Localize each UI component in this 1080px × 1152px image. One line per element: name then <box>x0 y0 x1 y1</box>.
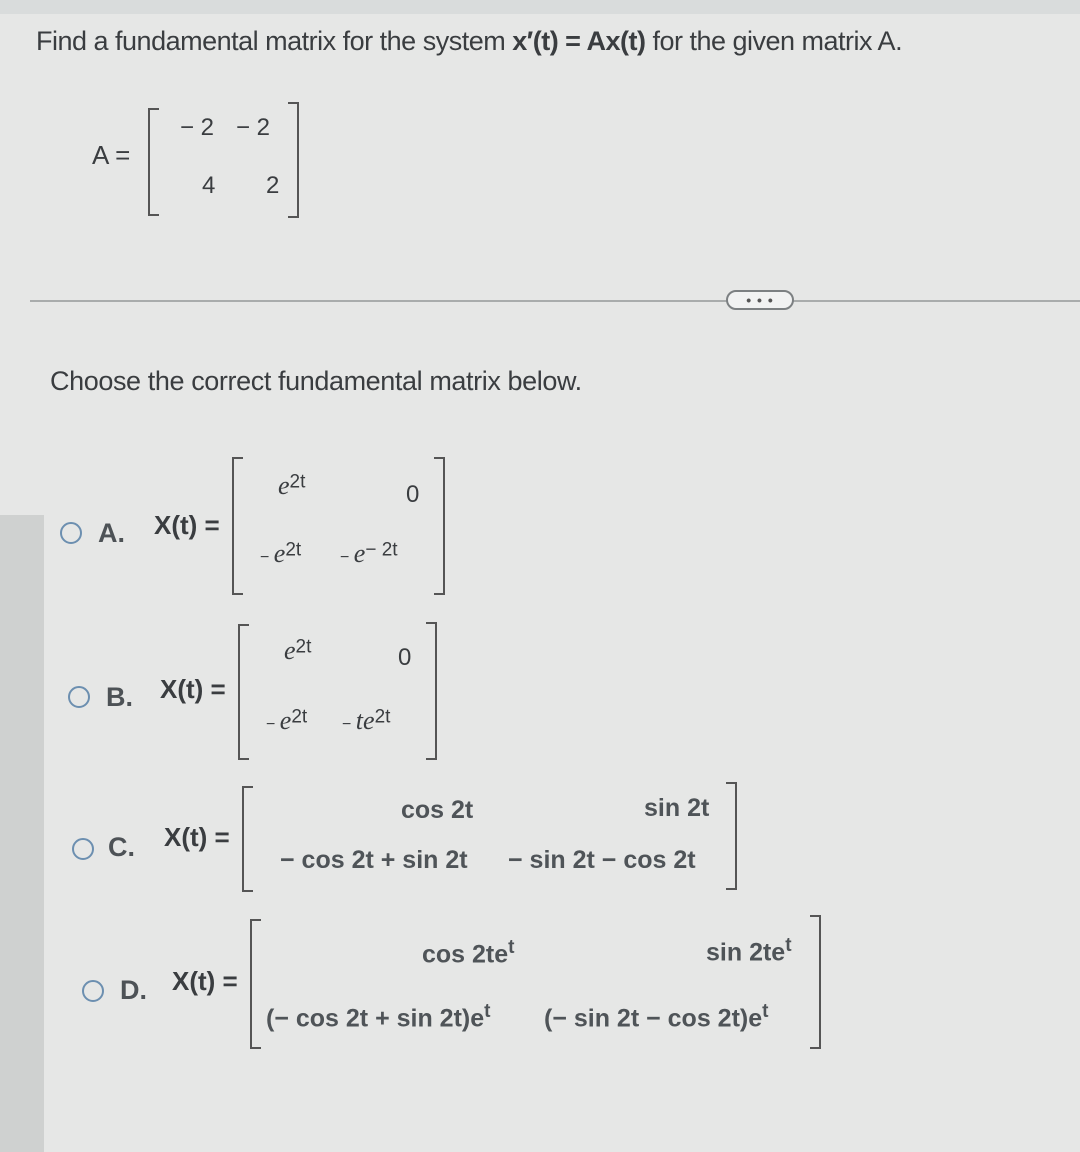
matrix-a <box>92 100 322 220</box>
option-a-letter[interactable]: A. <box>98 518 125 548</box>
matrix-a-r2c1: 4 <box>202 172 216 199</box>
option-c-r2c1: − cos 2t + sin 2t <box>280 846 468 874</box>
option-c-xlabel: X(t) = <box>164 822 230 852</box>
option-b-xlabel: X(t) = <box>160 674 226 704</box>
matrix-a-left-bracket <box>148 108 159 216</box>
matrix-a-label: A = <box>92 140 131 170</box>
option-d-xlabel: X(t) = <box>172 966 238 996</box>
option-d-r1c1: $\cos 2te^t$ <box>422 937 515 969</box>
option-b-r2c2: − $te^{2t}$ <box>342 706 391 735</box>
option-b-right-bracket <box>426 622 437 760</box>
option-d-right-bracket <box>810 915 821 1049</box>
option-c-r1c2: sin 2t <box>644 794 710 822</box>
option-a-left-bracket <box>232 457 243 595</box>
option-a-r1c2: 0 <box>406 481 420 508</box>
option-c-matrix <box>238 780 748 892</box>
prompt-text: Choose the correct fundamental matrix below. <box>50 366 582 396</box>
option-b-r2c1: − $e^{2t}$ <box>266 706 308 735</box>
option-d-radio[interactable] <box>82 980 104 1002</box>
left-strip <box>0 515 44 1152</box>
option-d-letter[interactable]: D. <box>120 975 147 1005</box>
option-c-left-bracket <box>242 786 253 892</box>
option-c-r1c1: cos 2t <box>401 796 474 824</box>
option-c-right-bracket <box>726 782 737 890</box>
option-c-r2c2: − sin 2t − cos 2t <box>508 846 696 874</box>
option-d-r2c1: (− $\cos 2t + \sin 2t)e^t$ <box>266 1001 491 1033</box>
matrix-a-r2c2: 2 <box>266 172 280 199</box>
option-a-r2c2: − $e^{- 2t}$ <box>340 539 398 568</box>
option-b-letter[interactable]: B. <box>106 682 133 712</box>
option-a-r2c1: − $e^{2t}$ <box>260 539 302 568</box>
option-d-r2c2: (− $\sin 2t - \cos 2t)e^t$ <box>544 1001 769 1033</box>
question-prefix: Find a fundamental matrix for the system <box>36 26 513 56</box>
option-b-left-bracket <box>238 624 249 760</box>
option-a-right-bracket <box>434 457 445 595</box>
option-b-radio[interactable] <box>68 686 90 708</box>
option-d-left-bracket <box>250 919 261 1049</box>
section-divider <box>30 300 1080 302</box>
option-a-r1c1: $e^{2t}$ <box>278 471 306 500</box>
question-suffix: for the given matrix A. <box>645 26 903 56</box>
more-button[interactable]: • • • <box>726 290 794 310</box>
option-a-xlabel: X(t) = <box>154 510 220 540</box>
option-d-matrix <box>246 915 836 1050</box>
option-c-radio[interactable] <box>72 838 94 860</box>
option-b-r1c1: $e^{2t}$ <box>284 636 312 665</box>
option-c-letter[interactable]: C. <box>108 832 135 862</box>
top-band <box>0 0 1080 14</box>
option-a-radio[interactable] <box>60 522 82 544</box>
matrix-a-r1c1: − 2 <box>180 114 215 141</box>
matrix-a-r1c2: − 2 <box>236 114 271 141</box>
option-d-r1c2: $\sin 2te^t$ <box>706 935 792 967</box>
matrix-a-right-bracket <box>288 102 299 218</box>
option-b-r1c2: 0 <box>398 644 412 671</box>
question-system: x′(t) = Ax(t) <box>512 26 646 56</box>
option-a-matrix <box>228 455 458 595</box>
question-text <box>36 26 902 57</box>
option-b-matrix <box>234 622 454 762</box>
